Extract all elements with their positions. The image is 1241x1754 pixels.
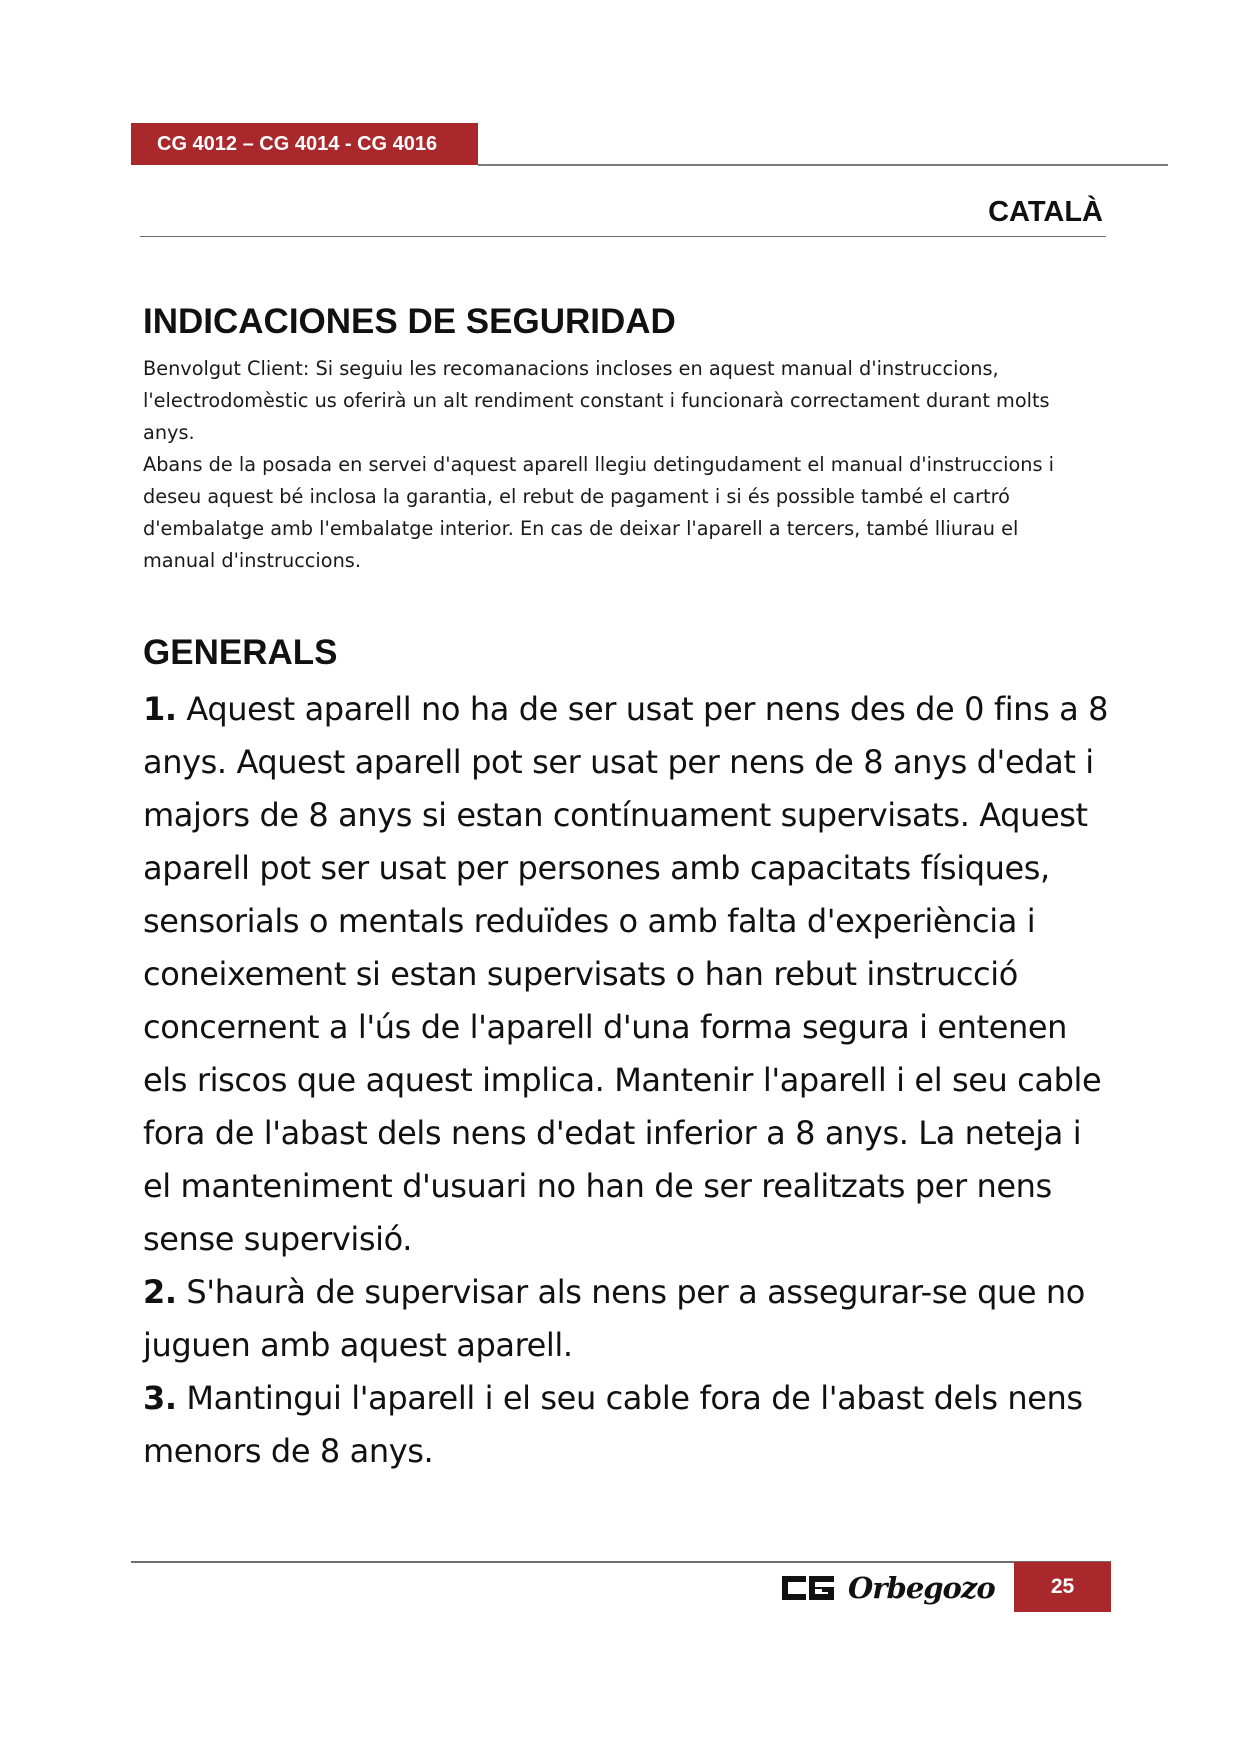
list-item <box>143 683 1118 1266</box>
item-number: 3. <box>143 1379 177 1417</box>
item-text: S'haurà de supervisar als nens per a assegurar-se que no juguen amb aquest aparell. <box>143 1273 1085 1364</box>
language-rule <box>140 236 1106 237</box>
cg-logo-icon <box>782 1575 834 1601</box>
brand-name: Orbegozo <box>848 1571 995 1605</box>
item-text: Mantingui l'aparell i el seu cable fora de l'abast dels nens menors de 8 anys. <box>143 1379 1083 1470</box>
intro-text <box>143 353 1088 577</box>
list-item <box>143 1266 1118 1372</box>
list-item <box>143 1372 1118 1478</box>
brand-logo <box>782 1566 995 1610</box>
model-label: CG 4012 – CG 4014 - CG 4016 <box>131 123 478 165</box>
item-number: 1. <box>143 690 177 728</box>
item-text: Aquest aparell no ha de ser usat per nens des de 0 fins a 8 anys. Aquest aparell pot ser usat per nens de 8 anys d'edat i majors de 8 anys si estan contínuament supervisats. Aquest aparell pot ser usat per persones amb capacitats físiques, sensorials o mentals reduïdes o amb falta d'experiència i coneixement si estan supervisats o han rebut instrucció concernent a l'ús de l'aparell d'una forma segura i entenen els riscos que aquest implica. Mantenir l'aparell i el seu cable fora de l'abast dels nens d'edat inferior a 8 anys. La neteja i el manteniment d'usuari no han de ser realitzats per nens sense supervisió. <box>143 690 1109 1258</box>
safety-title: INDICACIONES DE SEGURIDAD <box>143 302 676 341</box>
item-number: 2. <box>143 1273 177 1311</box>
page-number: 25 <box>1014 1562 1111 1612</box>
header-rule <box>478 164 1168 166</box>
general-title: GENERALS <box>143 633 338 672</box>
intro-paragraph-1: Benvolgut Client: Si seguiu les recomanacions incloses en aquest manual d'instruccions, l'electrodomèstic us oferirà un alt rendiment constant i funcionarà correctament durant molts anys. <box>143 357 1050 444</box>
language-label: CATALÀ <box>988 196 1103 228</box>
intro-paragraph-2: Abans de la posada en servei d'aquest aparell llegiu detingudament el manual d'instruccions i deseu aquest bé inclosa la garantia, el rebut de pagament i si és possible també el cartró d'embalatge amb l'embalatge interior. En cas de deixar l'aparell a tercers, també lliurau el manual d'instruccions. <box>143 453 1055 572</box>
footer-rule <box>131 1561 1111 1563</box>
general-items <box>143 683 1118 1478</box>
